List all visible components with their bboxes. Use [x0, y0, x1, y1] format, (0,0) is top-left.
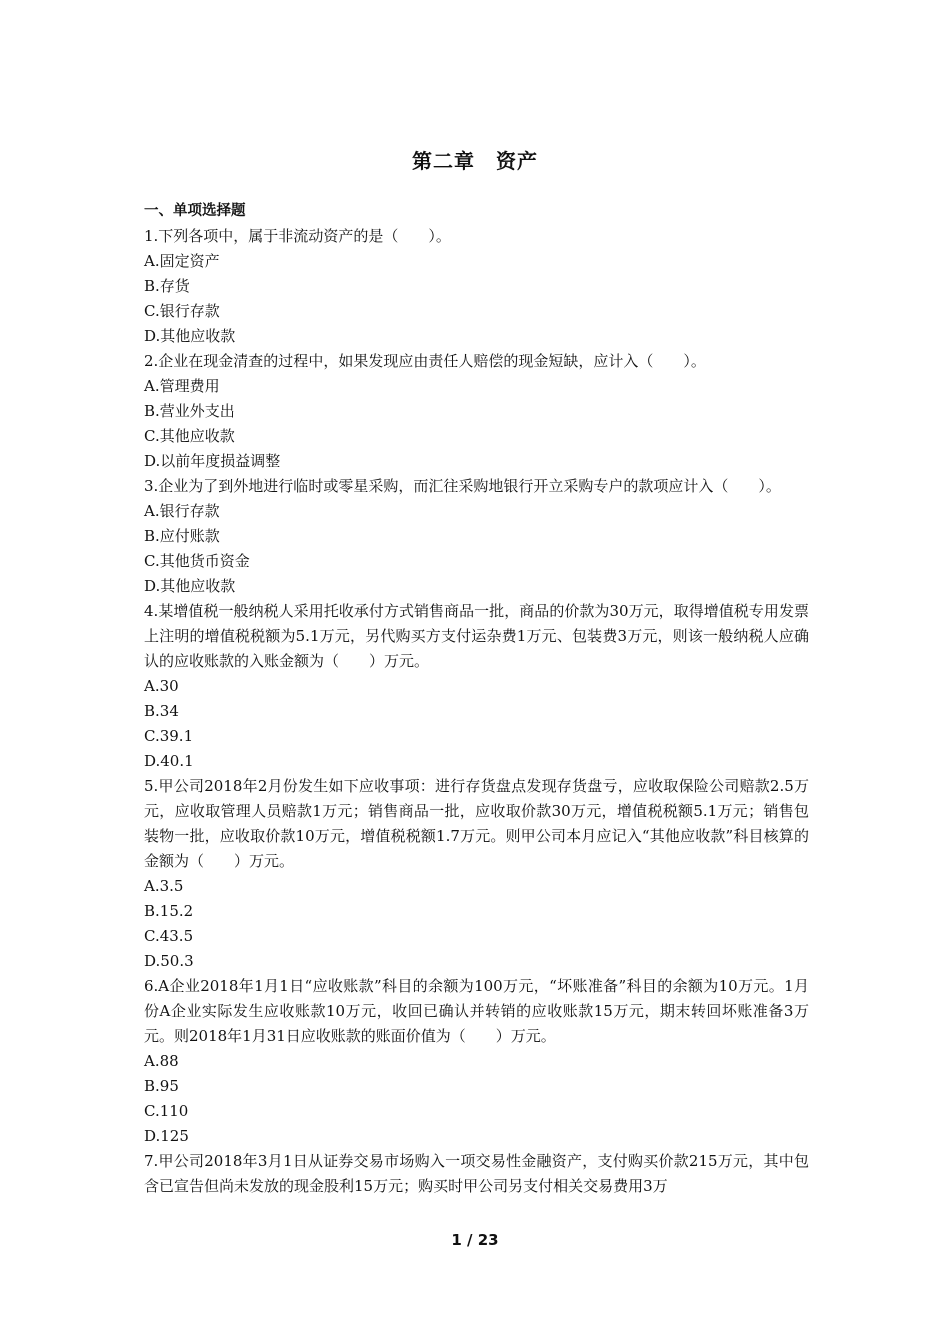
answer-option: B.应付账款 — [144, 527, 220, 545]
question-stem: 2.企业在现金清查的过程中，如果发现应由责任人赔偿的现金短缺，应计入（ ）。 — [144, 352, 706, 370]
answer-option: D.40.1 — [144, 752, 194, 770]
section-heading: 一、单项选择题 — [144, 203, 246, 219]
answer-option: A.3.5 — [144, 877, 184, 895]
answer-option: B.15.2 — [144, 902, 194, 920]
answer-option: B.存货 — [144, 277, 190, 295]
question-stem: 7.甲公司2018年3月1日从证券交易市场购入一项交易性金融资产，支付购买价款215万元，其中包含已宣告但尚未发放的现金股利15万元；购买时甲公司另支付相关交易费用3万 — [144, 1152, 809, 1195]
answer-option: C.其他应收款 — [144, 427, 235, 445]
chapter-title: 第二章 资产 — [412, 149, 538, 173]
answer-option: C.银行存款 — [144, 302, 220, 320]
answer-option: C.110 — [144, 1102, 189, 1120]
answer-option: A.银行存款 — [144, 502, 220, 520]
answer-option: C.43.5 — [144, 927, 194, 945]
question-block — [144, 474, 809, 599]
answer-option: B.95 — [144, 1077, 179, 1095]
question-stem: 5.甲公司2018年2月份发生如下应收事项：进行存货盘点发现存货盘亏，应收取保险公司赔款2.5万元，应收取管理人员赔款1万元；销售商品一批，应收取价款30万元，增值税税额5.1万元；销售包装物一批，应收取价款10万元，增值税税额1.7万元。则甲公司本月应记入“其他应收款”科目核算的金额为（ ）万元。 — [144, 777, 809, 870]
question-list — [144, 224, 809, 1199]
answer-option: B.34 — [144, 702, 179, 720]
question-block — [144, 224, 809, 349]
answer-option: C.39.1 — [144, 727, 194, 745]
answer-option: D.50.3 — [144, 952, 194, 970]
question-stem: 3.企业为了到外地进行临时或零星采购，而汇往采购地银行开立采购专户的款项应计入（ ）。 — [144, 477, 781, 495]
answer-option: B.营业外支出 — [144, 402, 235, 420]
question-block — [144, 349, 809, 474]
question-stem: 6.A企业2018年1月1日“应收账款”科目的余额为100万元，“坏账准备”科目的余额为10万元。1月份A企业实际发生应收账款10万元，收回已确认并转销的应收账款15万元，期末转回坏账准备3万元。则2018年1月31日应收账款的账面价值为（ ）万元。 — [144, 977, 809, 1045]
answer-option: A.30 — [144, 677, 179, 695]
answer-option: A.88 — [144, 1052, 179, 1070]
answer-option: D.125 — [144, 1127, 189, 1145]
answer-option: D.其他应收款 — [144, 577, 236, 595]
question-stem: 4.某增值税一般纳税人采用托收承付方式销售商品一批，商品的价款为30万元，取得增值税专用发票上注明的增值税税额为5.1万元，另代购买方支付运杂费1万元、包装费3万元，则该一般纳税人应确认的应收账款的入账金额为（ ）万元。 — [144, 602, 809, 670]
answer-option: A.固定资产 — [144, 252, 220, 270]
question-block — [144, 774, 809, 974]
answer-option: D.以前年度损益调整 — [144, 452, 281, 470]
answer-option: C.其他货币资金 — [144, 552, 250, 570]
question-block — [144, 1149, 809, 1199]
answer-option: D.其他应收款 — [144, 327, 236, 345]
question-block — [144, 599, 809, 774]
page-number: 1 / 23 — [451, 1231, 499, 1249]
question-stem: 1.下列各项中，属于非流动资产的是（ ）。 — [144, 227, 451, 245]
question-block — [144, 974, 809, 1149]
answer-option: A.管理费用 — [144, 377, 220, 395]
document-body — [144, 199, 809, 1199]
